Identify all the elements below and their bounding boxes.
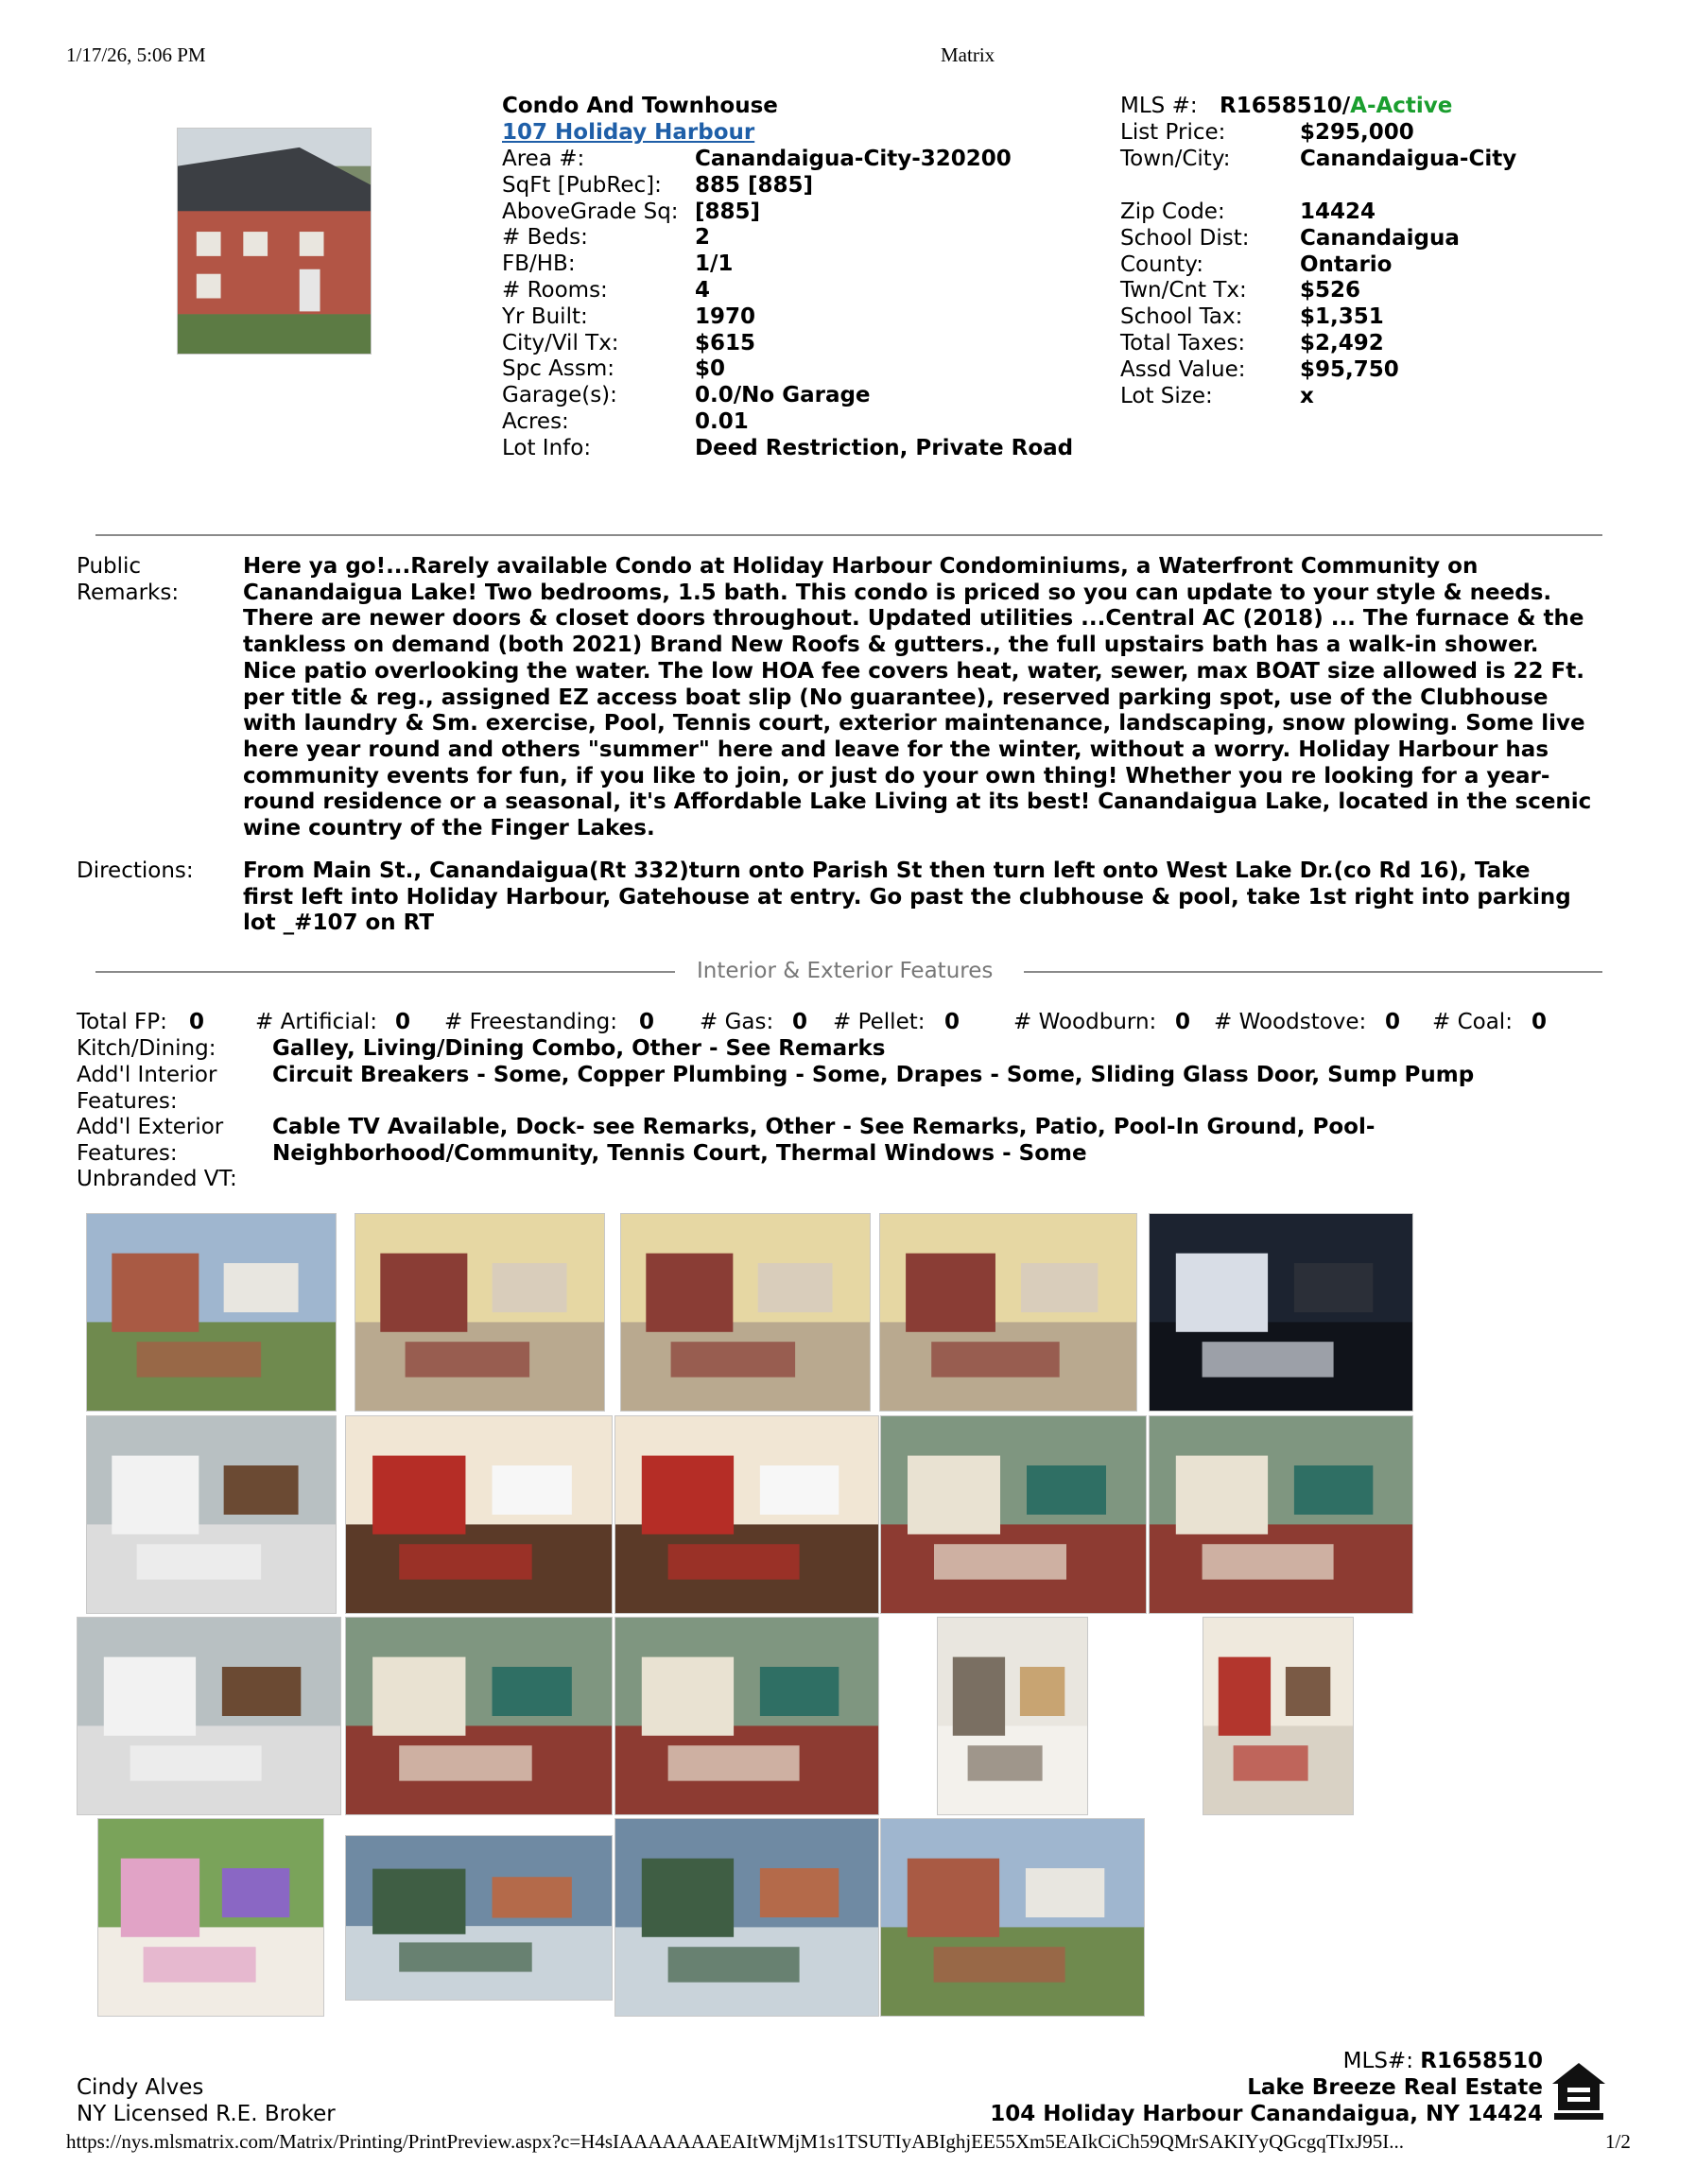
exterior-image	[87, 1214, 336, 1411]
detail-value: $95,750	[1300, 356, 1399, 382]
exterior-line2: Neighborhood/Community, Tennis Court, Thermal Windows - Some	[272, 1140, 1087, 1166]
mls-number-value: R1658510	[1220, 94, 1342, 118]
living-image	[621, 1214, 870, 1411]
status-badge: A-Active	[1350, 94, 1453, 118]
print-site-name: Matrix	[941, 43, 995, 66]
detail-value: 2	[695, 225, 711, 251]
property-address-link[interactable]: 107 Holiday Harbour	[502, 120, 755, 145]
gallery-photo-3[interactable]	[620, 1213, 871, 1412]
townhouse-image	[178, 129, 371, 354]
print-url[interactable]: https://nys.mlsmatrix.com/Matrix/Printing/PrintPreview.aspx?c=H4sIAAAAAAAEAItWMjM1s1TSUTIyABIghjEE55Xm5EAIkCiCh59QMrSAKIYyQGcgqTIxJ95I...	[66, 2130, 1405, 2153]
features-section-title: Interior & Exterior Features	[697, 959, 994, 983]
remarks-line: Canandaigua Lake! Two bedrooms, 1.5 bath. This condo is priced so you can update to your style & needs.	[243, 580, 1552, 605]
detail-value: 4	[695, 278, 711, 303]
remarks-line: per title & reg., assigned EZ access boat slip (No guarantee), reserved parking spot, use of the Clubhouse	[243, 685, 1549, 710]
agent-title: NY Licensed R.E. Broker	[77, 2102, 336, 2126]
detail-label: List Price:	[1120, 120, 1226, 145]
gallery-photo-17[interactable]	[345, 1835, 613, 2001]
living-image	[355, 1214, 604, 1411]
public-label-line1: Public	[77, 554, 142, 579]
features-divider-left	[95, 971, 675, 973]
detail-label: City/Vil Tx:	[502, 330, 619, 355]
office-address: 104 Holiday Harbour Canandaigua, NY 14424	[990, 2102, 1543, 2126]
gallery-photo-12[interactable]	[345, 1617, 613, 1815]
remarks-line: There are newer doors & closet doors throughout. Updated utilities ...Central AC (2018) ... The furnace & the	[243, 606, 1584, 632]
bath-image	[78, 1618, 340, 1814]
detail-label: AboveGrade Sq:	[502, 199, 679, 224]
directions-line: From Main St., Canandaigua(Rt 332)turn onto Parish St then turn left onto West Lake Dr.(co Rd 16), Take	[243, 858, 1531, 883]
bedroom-image	[346, 1618, 612, 1814]
gallery-photo-6[interactable]	[86, 1415, 337, 1614]
section-divider	[95, 534, 1602, 536]
exterior-label-line1: Add'l Exterior	[77, 1115, 224, 1139]
bath-image	[87, 1416, 336, 1613]
detail-label: Acres:	[502, 409, 569, 434]
agent-name: Cindy Alves	[77, 2075, 204, 2100]
detail-value: $295,000	[1300, 120, 1414, 145]
detail-value: 1970	[695, 303, 756, 329]
detail-label: Garage(s):	[502, 383, 617, 408]
total-fp-label: Total FP:	[77, 1010, 167, 1034]
kitchen-image	[346, 1416, 612, 1613]
gallery-photo-13[interactable]	[614, 1617, 879, 1815]
gallery-photo-11[interactable]	[77, 1617, 341, 1815]
aerial-image	[346, 1836, 612, 2000]
mls-number: R1658510/A-Active	[1220, 94, 1453, 118]
detail-value: Deed Restriction, Private Road	[695, 435, 1074, 460]
detail-value: $526	[1300, 278, 1361, 303]
unbranded-vt-label: Unbranded VT:	[77, 1167, 237, 1192]
kitch-dining-label: Kitch/Dining:	[77, 1036, 216, 1061]
detail-label: School Tax:	[1120, 304, 1243, 330]
exterior-features-label	[77, 1115, 237, 1193]
gallery-photo-16[interactable]	[97, 1818, 324, 2017]
gallery-photo-18[interactable]	[614, 1818, 879, 2017]
public-remarks-text	[243, 554, 1633, 842]
gallery-photo-1[interactable]	[86, 1213, 337, 1412]
detail-value: Canandaigua-City-320200	[695, 147, 1012, 171]
pellet-value: 0	[944, 1010, 960, 1034]
window-image	[1150, 1214, 1412, 1411]
garden-image	[98, 1819, 323, 2016]
artificial-value: 0	[395, 1010, 411, 1034]
public-remarks-label	[77, 554, 179, 606]
detail-label: SqFt [PubRec]:	[502, 172, 662, 198]
remarks-line: with laundry & Sm. exercise, Pool, Tennis court, exterior maintenance, landscaping, snow plowing. Some live	[243, 711, 1585, 737]
artificial-label: # Artificial:	[255, 1010, 377, 1034]
remarks-line: Here ya go!...Rarely available Condo at Holiday Harbour Condominiums, a Waterfront Community on	[243, 554, 1479, 579]
aerial-image	[615, 1819, 878, 2016]
kitch-dining-value: Galley, Living/Dining Combo, Other - See Remarks	[272, 1036, 886, 1061]
footer-mls-label: MLS#:	[1342, 2049, 1413, 2073]
coal-value: 0	[1532, 1010, 1548, 1034]
directions-line: lot _#107 on RT	[243, 910, 435, 936]
detail-value: Ontario	[1300, 251, 1393, 277]
detail-label: Yr Built:	[502, 303, 588, 329]
woodstove-label: # Woodstove:	[1214, 1010, 1367, 1034]
freestanding-value: 0	[639, 1010, 655, 1034]
detail-label: # Rooms:	[502, 278, 608, 303]
detail-value: $1,351	[1300, 304, 1384, 330]
gallery-photo-5[interactable]	[1149, 1213, 1413, 1412]
detail-value: [885]	[695, 199, 761, 224]
stairs-image	[938, 1618, 1087, 1814]
interior-label-line2: Features:	[77, 1088, 178, 1114]
detail-label: # Beds:	[502, 225, 588, 251]
living-image	[880, 1214, 1136, 1411]
interior-label-line1: Add'l Interior	[77, 1063, 217, 1087]
detail-label: FB/HB:	[502, 251, 576, 277]
kitchen-image	[615, 1416, 878, 1613]
closet-image	[1203, 1618, 1353, 1814]
detail-label: Assd Value:	[1120, 356, 1246, 382]
equal-housing-icon	[1550, 2061, 1607, 2122]
remarks-line: here year round and others "summer" here and leave for the winter, without a worry. Holiday Harbour has	[243, 737, 1549, 762]
gallery-photo-19[interactable]	[880, 1818, 1145, 2017]
footer-mls	[1305, 2049, 1543, 2073]
freestanding-label: # Freestanding:	[444, 1010, 617, 1034]
remarks-line: round residence or a seasonal, it's Affordable Lake Living at its best! Canandaigua Lake, located in the scenic	[243, 789, 1592, 815]
remarks-line: community events for fun, if you like to join, or just do your own thing! Whether you re looking for a year-	[243, 763, 1550, 789]
interior-features-value: Circuit Breakers - Some, Copper Plumbing - Some, Drapes - Some, Sliding Glass Door, Sump Pump	[272, 1063, 1475, 1087]
gas-value: 0	[792, 1010, 808, 1034]
detail-value: 885 [885]	[695, 172, 814, 198]
remarks-line: wine country of the Finger Lakes.	[243, 816, 655, 841]
main-listing-photo[interactable]	[177, 128, 372, 355]
detail-value: 14424	[1300, 199, 1376, 224]
bedroom-image	[615, 1618, 878, 1814]
bedroom-image	[1150, 1416, 1412, 1613]
woodburn-label: # Woodburn:	[1013, 1010, 1157, 1034]
detail-label: Spc Assm:	[502, 356, 615, 382]
bedroom-image	[881, 1416, 1146, 1613]
property-type: Condo And Townhouse	[502, 94, 778, 118]
remarks-line: Nice patio overlooking the water. The low HOA fee covers heat, water, sewer, max BOAT size allowed is 22 Ft.	[243, 658, 1584, 684]
detail-value: Canandaigua-City	[1300, 147, 1517, 171]
detail-label: Twn/Cnt Tx:	[1120, 278, 1247, 303]
woodstove-value: 0	[1385, 1010, 1401, 1034]
gallery-photo-4[interactable]	[879, 1213, 1137, 1412]
exterior-image	[881, 1819, 1144, 2016]
exterior-label-line2: Features:	[77, 1140, 178, 1166]
gallery-photo-15[interactable]	[1203, 1617, 1354, 1815]
gallery-photo-8[interactable]	[614, 1415, 879, 1614]
gallery-photo-2[interactable]	[355, 1213, 605, 1412]
pellet-label: # Pellet:	[833, 1010, 926, 1034]
footer-mls-number: R1658510	[1420, 2049, 1543, 2073]
detail-value: 0.0/No Garage	[695, 383, 871, 408]
page-number: 1/2	[1605, 2130, 1631, 2153]
detail-label: Area #:	[502, 147, 585, 171]
detail-value: $2,492	[1300, 331, 1384, 355]
detail-label: School Dist:	[1120, 225, 1250, 251]
coal-label: # Coal:	[1432, 1010, 1513, 1034]
gallery-photo-7[interactable]	[345, 1415, 613, 1614]
exterior-features-value	[272, 1115, 1375, 1167]
detail-value: 0.01	[695, 409, 749, 434]
detail-label: Total Taxes:	[1120, 331, 1246, 355]
detail-value: $615	[695, 330, 756, 355]
directions-label: Directions:	[77, 858, 194, 883]
total-fp-value: 0	[189, 1010, 205, 1034]
features-divider-right	[1024, 971, 1602, 973]
detail-value: 1/1	[695, 251, 734, 277]
mls-label: MLS #:	[1120, 94, 1198, 118]
detail-label: Zip Code:	[1120, 199, 1225, 224]
woodburn-value: 0	[1175, 1010, 1191, 1034]
remarks-line: tankless on demand (both 2021) Brand New Roofs & gutters., the full upstairs bath has a walk-in shower.	[243, 633, 1539, 658]
detail-value: x	[1300, 383, 1314, 408]
directions-text	[243, 858, 1633, 937]
public-label-line2: Remarks:	[77, 580, 180, 605]
print-datetime: 1/17/26, 5:06 PM	[66, 43, 206, 66]
detail-label: Lot Size:	[1120, 383, 1213, 408]
detail-label: Lot Info:	[502, 435, 592, 460]
office-name: Lake Breeze Real Estate	[1247, 2075, 1543, 2100]
detail-value: Canandaigua	[1300, 225, 1460, 251]
interior-features-label	[77, 1063, 216, 1115]
gallery-photo-9[interactable]	[880, 1415, 1147, 1614]
gallery-photo-14[interactable]	[937, 1617, 1088, 1815]
detail-label: Town/City:	[1120, 147, 1231, 171]
gas-label: # Gas:	[700, 1010, 774, 1034]
detail-value: $0	[695, 356, 726, 382]
exterior-line1: Cable TV Available, Dock- see Remarks, Other - See Remarks, Patio, Pool-In Ground, Pool-	[272, 1115, 1376, 1139]
gallery-photo-10[interactable]	[1149, 1415, 1413, 1614]
directions-line: first left into Holiday Harbour, Gatehouse at entry. Go past the clubhouse & pool, take 1st right into parking	[243, 884, 1571, 910]
detail-label: County:	[1120, 251, 1203, 277]
